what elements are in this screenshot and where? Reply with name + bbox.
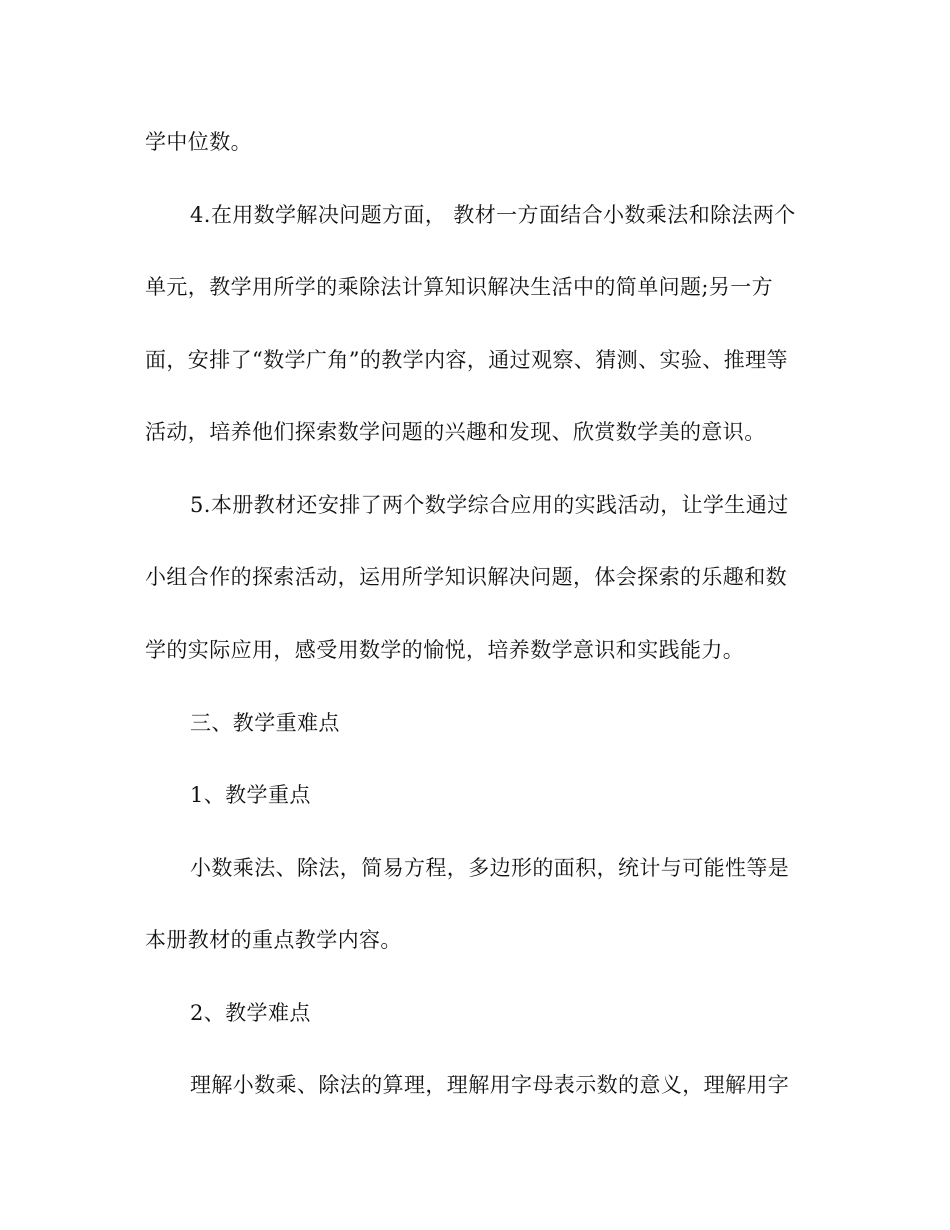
text-line-14: 理解小数乘、除法的算理，理解用字母表示数的意义，理解用字 (190, 1073, 790, 1097)
section-heading: 三、教学重难点 (190, 711, 340, 735)
text-line-6: 5.本册教材还安排了两个数学综合应用的实践活动，让学生通过 (190, 493, 789, 517)
text-line-2: 4.在用数学解决问题方面， 教材一方面结合小数乘法和除法两个 (190, 203, 796, 227)
text-line-7: 小组合作的探索活动，运用所学知识解决问题，体会探索的乐趣和数 (145, 565, 787, 589)
text-line-12: 本册教材的重点教学内容。 (145, 928, 402, 952)
text-line-1: 学中位数。 (145, 130, 252, 154)
text-line-3: 单元，教学用所学的乘除法计算知识解决生活中的简单问题;另一方 (145, 275, 774, 299)
text-line-8: 学的实际应用，感受用数学的愉悦，培养数学意识和实践能力。 (145, 638, 745, 662)
text-line-4: 面，安排了“数学广角”的教学内容，通过观察、猜测、实验、推理等 (145, 348, 788, 372)
subsection-heading-2: 2、教学难点 (190, 1001, 311, 1025)
text-line-5: 活动，培养他们探索数学问题的兴趣和发现、欣赏数学美的意识。 (145, 420, 766, 444)
text-line-11: 小数乘法、除法，简易方程，多边形的面积，统计与可能性等是 (190, 856, 790, 880)
subsection-heading-1: 1、教学重点 (190, 783, 311, 807)
